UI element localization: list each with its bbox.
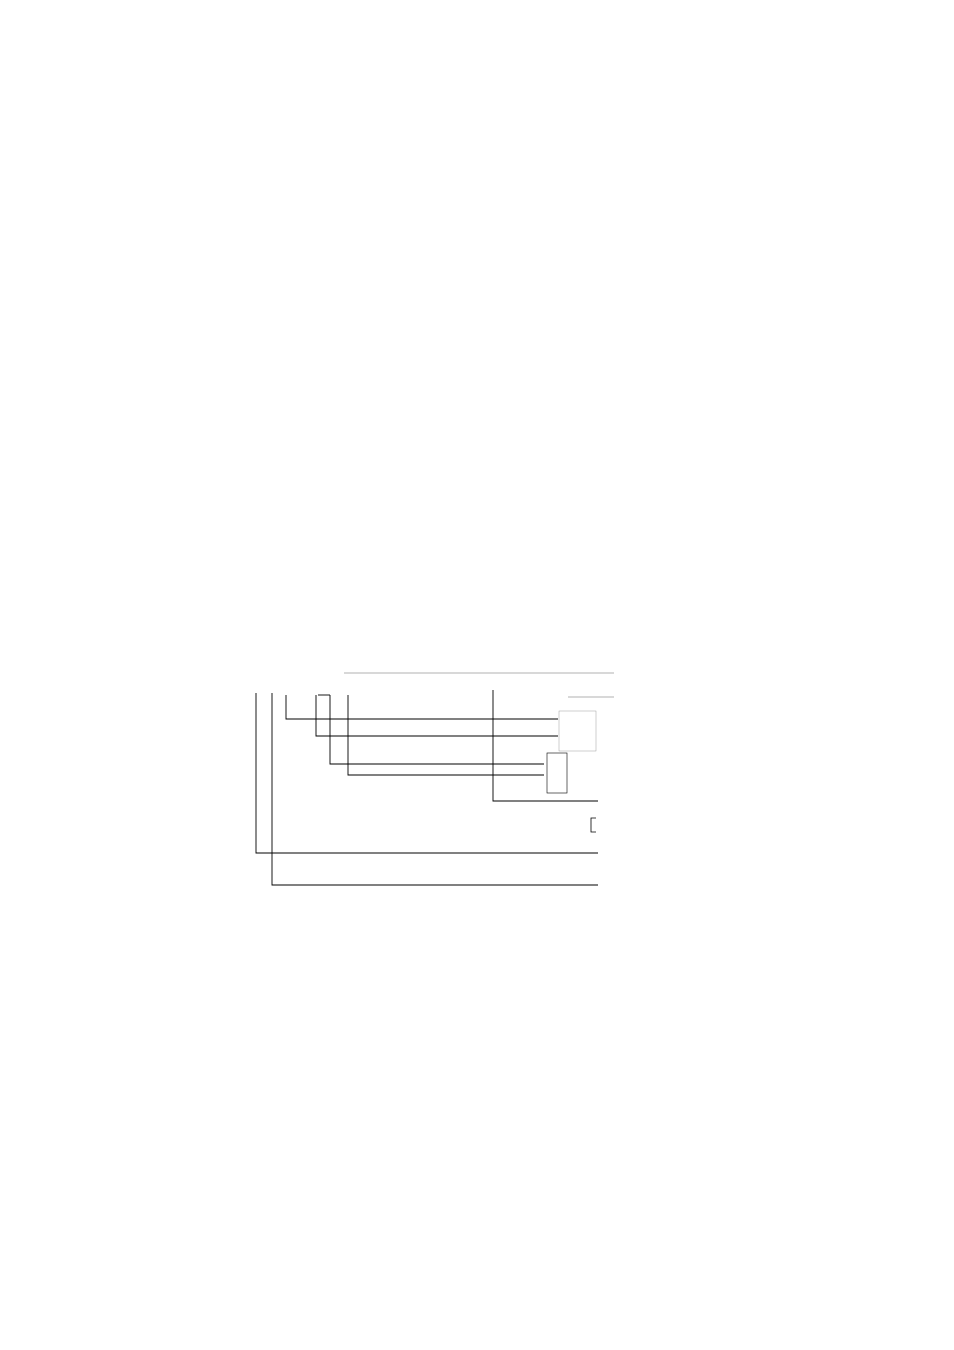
relay-bracket [559,711,596,751]
ls-bracket [591,818,596,832]
outputs-bracket [547,753,567,793]
wiring-diagram [248,672,618,906]
